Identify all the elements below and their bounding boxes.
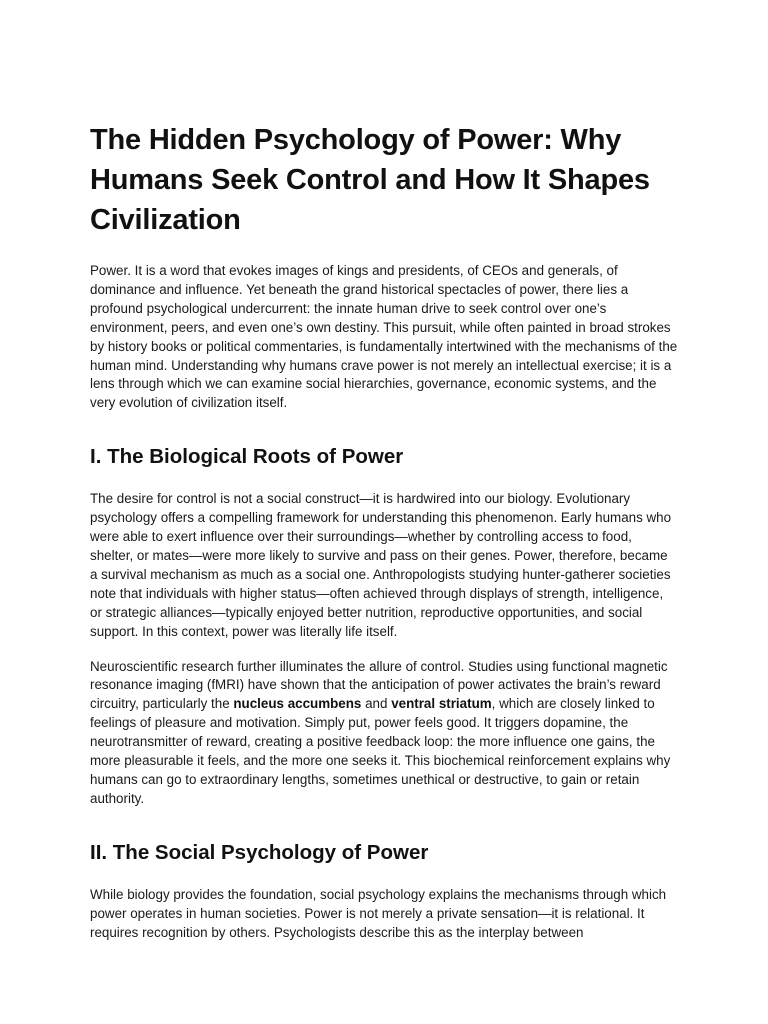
document-page xyxy=(90,120,678,958)
section-heading-social-psychology: II. The Social Psychology of Power xyxy=(90,840,429,864)
term-ventral-striatum: ventral striatum xyxy=(391,696,492,712)
section-heading-biological-roots: I. The Biological Roots of Power xyxy=(90,445,404,469)
paragraph-social-psychology: While biology provides the foundation, social psychology explains the mechanisms through which power operates in human societies. Power is not merely a private sensation—it is relational. It requires recognition by others. Psychologists describe this as the interplay between xyxy=(90,886,667,940)
term-nucleus-accumbens: nucleus accumbens xyxy=(233,696,362,712)
document-title: The Hidden Psychology of Power: Why Humans Seek Control and How It Shapes Civilization xyxy=(90,124,650,236)
paragraph-evolutionary-psychology: The desire for control is not a social construct—it is hardwired into our biology. Evolutionary psychology offers a compelling framework for understanding this phenomenon. Early humans who were able to exert influence over their surroundings—whether by controlling access to food, shelter, or mates—were more likely to survive and pass on their genes. Power, therefore, became a survival mechanism as much as a social one. Anthropologists studying hunter-gatherer societies note that individuals with higher status—often achieved through displays of strength, intelligence, or strategic alliances—typically enjoyed better nutrition, reproductive opportunities, and social support. In this context, power was literally life itself. xyxy=(90,491,672,639)
intro-paragraph: Power. It is a word that evokes images of kings and presidents, of CEOs and generals, of dominance and influence. Yet beneath the grand historical spectacles of power, there lies a profound psychological undercurrent: the innate human drive to seek control over one’s environment, peers, and even one’s own destiny. This pursuit, while often painted in broad strokes by history books or political commentaries, is fundamentally intertwined with the mechanisms of the human mind. Understanding why humans crave power is not merely an intellectual exercise; it is a lens through which we can examine social hierarchies, governance, economic systems, and the very evolution of civilization itself. xyxy=(90,263,678,411)
paragraph-neuroscience xyxy=(90,658,678,809)
text-run: Neuroscientific research further illuminates the allure of control. Studies using functional magnetic resonance imaging (fMRI) have shown that the anticipation of power activates the brain’s reward circuitry, particularly the xyxy=(90,658,668,712)
text-run: and xyxy=(361,696,392,712)
text-run: , which are closely linked to feelings of pleasure and motivation. Simply put, power feels good. It triggers dopamine, the neurotransmitter of reward, creating a positive feedback loop: the more influence one gains, the more pleasurable it feels, and the more one seeks it. This biochemical reinforcement explains why humans can go to extraordinary lengths, sometimes unethical or destructive, to gain or retain authority. xyxy=(90,696,671,806)
